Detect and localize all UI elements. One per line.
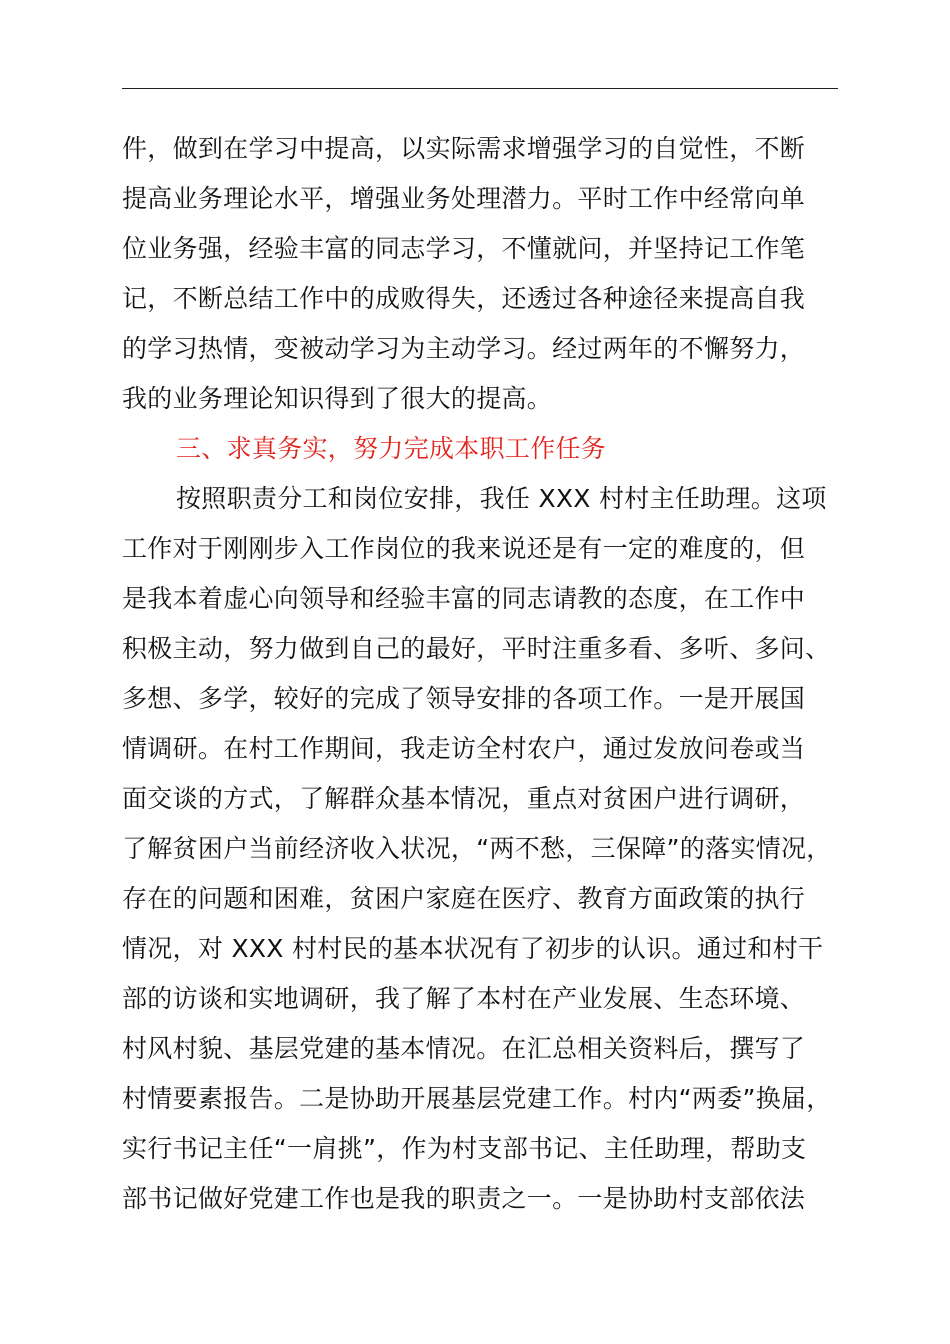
body-line: 的学习热情，变被动学习为主动学习。经过两年的不懈努力，	[122, 334, 806, 363]
body-line: 村情要素报告。二是协助开展基层党建工作。村内“两委”换届，	[122, 1084, 832, 1113]
body-line: 件，做到在学习中提高，以实际需求增强学习的自觉性，不断	[122, 134, 806, 163]
body-line: 工作对于刚刚步入工作岗位的我来说还是有一定的难度的，但	[122, 534, 806, 563]
section-heading: 三、求真务实，努力完成本职工作任务	[176, 434, 607, 463]
paragraph-first-line: 按照职责分工和岗位安排，我任 XXX 村村主任助理。这项	[176, 484, 827, 513]
body-line: 提高业务理论水平，增强业务处理潜力。平时工作中经常向单	[122, 184, 806, 213]
body-line: 面交谈的方式，了解群众基本情况，重点对贫困户进行调研，	[122, 784, 806, 813]
body-line: 部的访谈和实地调研，我了解了本村在产业发展、生态环境、	[122, 984, 806, 1013]
body-line: 多想、多学，较好的完成了领导安排的各项工作。一是开展国	[122, 684, 806, 713]
body-line: 记，不断总结工作中的成败得失，还透过各种途径来提高自我	[122, 284, 806, 313]
header-rule	[122, 88, 838, 89]
body-line: 了解贫困户当前经济收入状况，“两不愁，三保障”的落实情况，	[122, 834, 832, 863]
body-line: 情调研。在村工作期间，我走访全村农户，通过发放问卷或当	[122, 734, 806, 763]
body-line: 存在的问题和困难，贫困户家庭在医疗、教育方面政策的执行	[122, 884, 806, 913]
document-body	[122, 124, 852, 1224]
body-line: 积极主动，努力做到自己的最好，平时注重多看、多听、多问、	[122, 634, 831, 663]
body-line: 村风村貌、基层党建的基本情况。在汇总相关资料后，撰写了	[122, 1034, 806, 1063]
body-line: 部书记做好党建工作也是我的职责之一。一是协助村支部依法	[122, 1184, 806, 1213]
body-line: 是我本着虚心向领导和经验丰富的同志请教的态度，在工作中	[122, 584, 806, 613]
body-line: 实行书记主任“一肩挑”，作为村支部书记、主任助理，帮助支	[122, 1134, 807, 1163]
body-line: 位业务强，经验丰富的同志学习，不懂就问，并坚持记工作笔	[122, 234, 806, 263]
body-line: 我的业务理论知识得到了很大的提高。	[122, 384, 553, 413]
body-line: 情况，对 XXX 村村民的基本状况有了初步的认识。通过和村干	[122, 934, 824, 963]
